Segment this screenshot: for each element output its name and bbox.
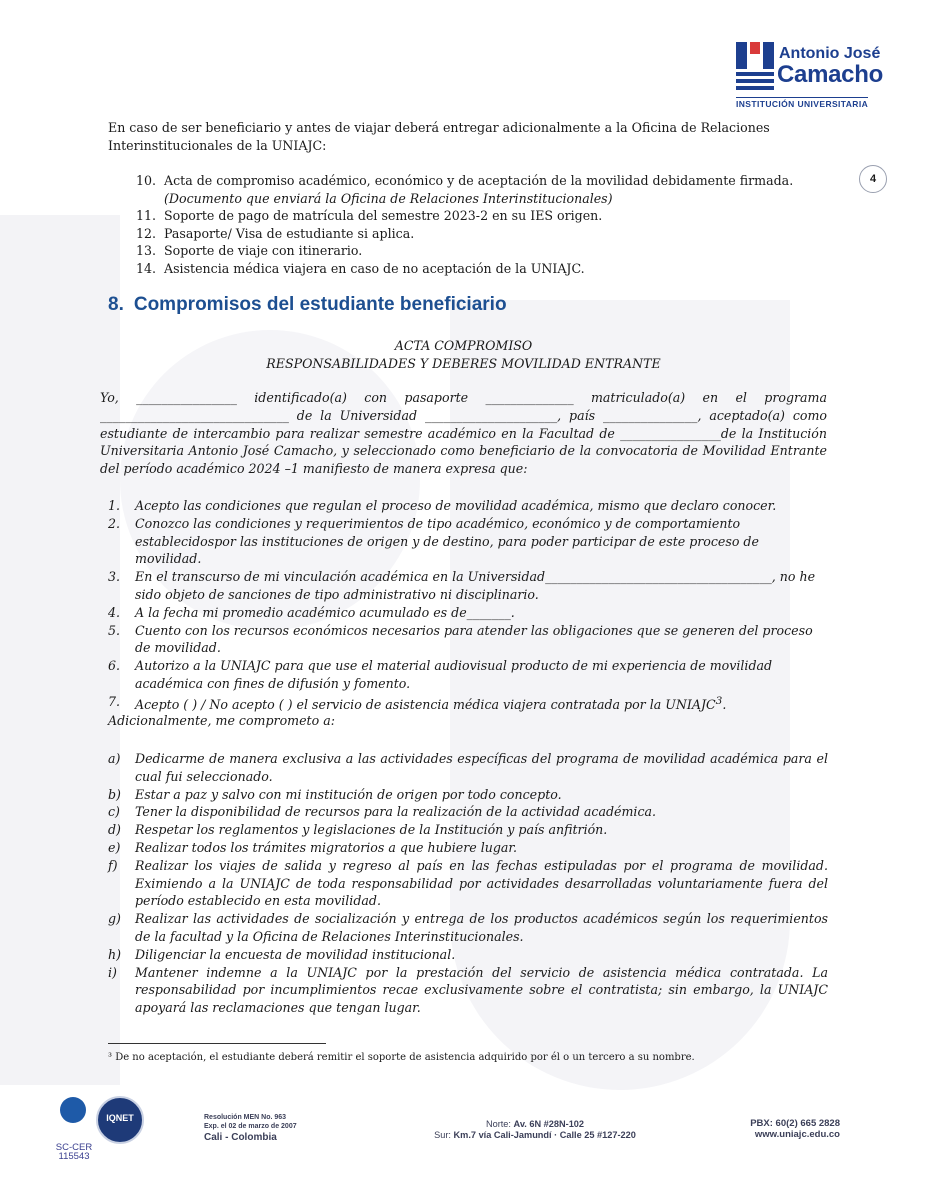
list-item — [108, 839, 828, 857]
cert-label: SC-CER 115543 — [55, 1142, 93, 1162]
resolution-line-1: Resolución MEN No. 963 — [204, 1114, 287, 1121]
list-item — [136, 207, 826, 225]
list-item-text: Diligenciar la encuesta de movilidad institucional. — [135, 946, 456, 962]
list-item-number: 12. — [136, 225, 157, 241]
list-item-text: Cuento con los recursos económicos necesarios para atender las obligaciones que se generen del proceso de movilidad. — [135, 622, 813, 656]
list-item-letter: c) — [108, 804, 120, 820]
list-item-text: Autorizo a la UNIAJC para que use el material audiovisual producto de mi experiencia de movilidad académica con fines de difusión y fomento. — [135, 658, 773, 691]
logo-line-2: Camacho — [777, 61, 883, 88]
list-item-letter: g) — [108, 911, 121, 927]
section-heading — [108, 294, 507, 316]
uniajc-logo-icon — [736, 42, 774, 92]
list-item — [108, 657, 828, 693]
logo-line-3: INSTITUCIÓN UNIVERSITARIA — [736, 99, 869, 109]
list-item — [136, 172, 826, 190]
south-address-value: Km.7 vía Cali-Jamundí · Calle 25 #127-220 — [453, 1130, 636, 1140]
list-item-text: Acepto las condiciones que regulan el proceso de movilidad académica, mismo que declaro conocer. — [135, 498, 777, 513]
list-item-text-end: . — [722, 696, 727, 712]
list-item — [108, 568, 828, 604]
list-item — [108, 515, 828, 568]
footer-phone: PBX: 60(2) 665 2828 — [750, 1118, 840, 1129]
list-item-letter: e) — [108, 839, 121, 855]
list-item-text: Realizar las actividades de socialización y entrega de los productos académicos según los requerimientos de la facultad y la Oficina de Relaciones Interinstitucionales. — [135, 911, 828, 944]
list-item-letter: h) — [108, 946, 122, 962]
commitments-list — [108, 750, 828, 1017]
logo-line-1: Antonio José — [779, 45, 881, 62]
list-item-text: En el transcurso de mi vinculación académica en la Universidad____________________________________, no he sido objeto de sanciones de tipo administrativo ni disciplinario. — [135, 569, 816, 602]
list-item — [108, 786, 828, 804]
footer-resolution — [204, 1113, 297, 1145]
south-address — [405, 1130, 665, 1141]
list-item-letter: i) — [108, 964, 117, 980]
list-item — [108, 622, 828, 658]
list-item — [108, 857, 828, 910]
list-item-number: 6. — [108, 658, 121, 674]
footer-website-link[interactable]: www.uniajc.edu.co — [754, 1129, 840, 1140]
list-item — [108, 910, 828, 946]
list-item — [108, 497, 828, 515]
list-item — [108, 693, 828, 714]
iqnet-label: IQNET — [106, 1113, 134, 1123]
north-label: Norte: — [485, 1119, 511, 1129]
list-item-letter: a) — [108, 751, 121, 766]
list-item — [108, 750, 828, 786]
additional-intro: Adicionalmente, me comprometo a: — [108, 713, 335, 728]
list-item-text: Acta de compromiso académico, económico y de aceptación de la movilidad debidamente firmada. — [164, 173, 794, 188]
list-item — [136, 260, 826, 278]
list-item-text: Tener la disponibilidad de recursos para la realización de la actividad académica. — [135, 804, 657, 820]
list-item-number: 14. — [136, 260, 157, 276]
icontec-cert-icon — [60, 1097, 86, 1123]
page-number: 4 — [859, 165, 887, 193]
list-item-letter: f) — [108, 857, 118, 873]
acta-title-block — [100, 337, 827, 372]
list-item-number: 1. — [108, 498, 121, 513]
list-item — [136, 225, 826, 243]
list-item-text: Asistencia médica viajera en caso de no aceptación de la UNIAJC. — [164, 260, 585, 276]
list-item-text: Soporte de viaje con itinerario. — [164, 243, 363, 258]
iqnet-cert-icon — [96, 1096, 144, 1144]
north-address-value: Av. 6N #28N-102 — [513, 1119, 585, 1129]
list-item-text — [135, 693, 828, 714]
list-item-text: Mantener indemne a la UNIAJC por la prestación del servicio de asistencia médica contratada. La responsabilidad por incumplimientos recae exclusivamente sobre el contratista; sin embargo, la UNIAJC apoyará las reclamaciones que tengan lugar. — [135, 964, 828, 1016]
list-item — [108, 946, 828, 964]
footer-city: Cali - Colombia — [204, 1132, 277, 1143]
institution-logo — [736, 42, 888, 108]
list-item-number: 5. — [108, 622, 121, 638]
south-label: Sur: — [434, 1130, 451, 1140]
footnote-ref: 3 — [715, 694, 723, 707]
list-item-text: Realizar los viajes de salida y regreso al país en las fechas estipuladas por el programa de movilidad. Eximiendo a la UNIAJC de toda responsabilidad por actividades desarrolladas voluntariamente fuera del período establecido en esta movilidad. — [135, 857, 828, 909]
resolution-line-2: Exp. el 02 de marzo de 2007 — [204, 1123, 297, 1130]
list-item — [108, 803, 828, 821]
footnote-divider — [108, 1043, 326, 1044]
list-item-text: Pasaporte/ Visa de estudiante si aplica. — [164, 225, 415, 241]
acta-paragraph: Yo, ________________ identificado(a) con pasaporte ______________ matriculado(a) en el programa ______________________________ de la Universidad _____________________, país _______________, aceptado(a) como estudiante de intercambio para realizar semestre académico en la Facultad de ________________de la Institución Universitaria Antonio José Camacho, y seleccionado como beneficiario de la convocatoria de Movilidad Entrante del período académico 2024 –1 manifiesto de manera expresa que: — [100, 390, 827, 477]
list-item-number: 11. — [136, 208, 157, 223]
list-item-number: 7. — [108, 693, 121, 709]
list-item-number: 10. — [136, 173, 157, 188]
list-item — [108, 964, 828, 1017]
list-item-text: Estar a paz y salvo con mi institución de origen por todo concepto. — [135, 786, 562, 802]
list-item-text: Conozco las condiciones y requerimientos de tipo académico, económico y de comportamiento establecidospor las instituciones de origen y de destino, para poder participar de este proceso de movilidad. — [135, 515, 759, 567]
list-item-letter: d) — [108, 822, 121, 838]
list-item-note: (Documento que enviará la Oficina de Relaciones Interinstitucionales) — [164, 190, 613, 206]
list-item-number: 4. — [108, 604, 121, 620]
declarations-list — [108, 497, 828, 714]
north-address — [405, 1119, 665, 1130]
list-item-number: 13. — [136, 243, 157, 258]
intro-text: En caso de ser beneficiario y antes de viajar deberá entregar adicionalmente a la Oficina de Relaciones Interinstitucionales de la UNIAJC: — [108, 120, 770, 153]
list-item — [108, 821, 828, 839]
section-number: 8. — [108, 294, 124, 315]
requirements-list — [136, 172, 826, 277]
list-item-text: A la fecha mi promedio académico acumulado es de_______. — [135, 604, 515, 620]
footer-contact — [720, 1118, 840, 1140]
acta-title: ACTA COMPROMISO — [394, 338, 533, 353]
list-item — [108, 604, 828, 622]
footnote: ³ De no aceptación, el estudiante deberá remitir el soporte de asistencia adquirido por él o un tercero a su nombre. — [108, 1052, 695, 1063]
list-item-letter: b) — [108, 786, 121, 802]
list-item-text: Respetar los reglamentos y legislaciones de la Institución y país anfitrión. — [135, 822, 608, 838]
list-item-text: Dedicarme de manera exclusiva a las actividades específicas del programa de movilidad académica para el cual fui seleccionado. — [135, 751, 828, 784]
list-item — [136, 242, 826, 260]
section-title: Compromisos del estudiante beneficiario — [133, 294, 507, 315]
list-item-text-main: Acepto ( ) / No acepto ( ) el servicio de asistencia médica viajera contratada por la UNIAJC — [135, 696, 716, 712]
list-item-number: 3. — [108, 569, 121, 585]
list-item-text: Realizar todos los trámites migratorios a que hubiere lugar. — [135, 839, 518, 855]
acta-subtitle: RESPONSABILIDADES Y DEBERES MOVILIDAD ENTRANTE — [266, 355, 661, 371]
footer-addresses — [405, 1119, 665, 1141]
list-item-text: Soporte de pago de matrícula del semestre 2023-2 en su IES origen. — [164, 208, 603, 223]
list-item-number: 2. — [108, 515, 121, 531]
